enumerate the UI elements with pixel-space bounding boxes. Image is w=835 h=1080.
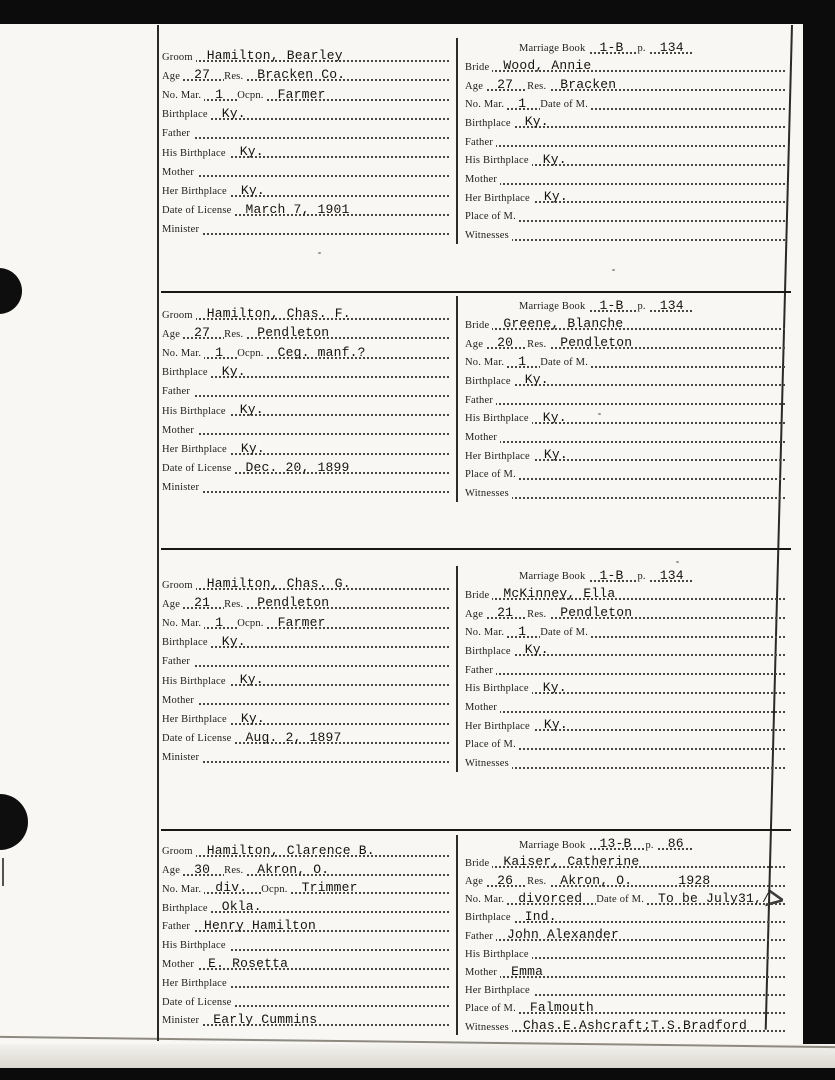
field-label: Res. — [224, 72, 246, 85]
field-row — [162, 46, 452, 65]
field-row — [465, 944, 788, 962]
field-row — [465, 716, 788, 735]
field-label: Res. — [527, 82, 549, 95]
field-label: Birthplace — [465, 913, 514, 926]
punch-hole — [0, 268, 22, 314]
field-row — [465, 333, 788, 352]
field-row — [465, 566, 788, 585]
field-row — [162, 670, 452, 689]
field-row — [162, 161, 452, 180]
card-left-border — [157, 25, 159, 1041]
field-value: Ky. — [524, 642, 549, 658]
field-label: p. — [637, 572, 648, 585]
field-row — [465, 188, 788, 207]
field-row — [162, 841, 452, 860]
field-row — [465, 835, 788, 853]
field-value: Ky. — [524, 114, 549, 130]
field-row — [465, 585, 788, 604]
field-value: Kaiser, Catherine — [503, 854, 640, 870]
field-label: Father — [162, 657, 193, 670]
field-label: Ocpn. — [237, 619, 266, 632]
field-row — [465, 871, 788, 889]
field-label: His Birthplace — [465, 950, 532, 963]
field-label: Mother — [465, 703, 500, 716]
field-row — [162, 477, 452, 496]
field-value: Ky. — [542, 679, 567, 695]
field-label: Mother — [465, 175, 500, 188]
groom-column — [162, 574, 452, 766]
field-value: Trimmer — [301, 880, 358, 896]
field-label: Bride — [465, 591, 492, 604]
field-row — [162, 935, 452, 954]
field-label: No. Mar. — [162, 349, 204, 362]
field-label: Groom — [162, 311, 196, 324]
field-value: Ky. — [543, 189, 568, 205]
field-label: Her Birthplace — [162, 187, 230, 200]
field-row — [465, 926, 788, 944]
field-value: 21 — [194, 595, 211, 611]
field-row — [162, 593, 452, 612]
field-value: 27 — [497, 77, 514, 93]
field-row — [465, 641, 788, 660]
field-row — [162, 747, 452, 766]
field-row — [465, 622, 788, 641]
field-label: Date of License — [162, 734, 234, 747]
field-row — [465, 296, 788, 315]
field-value: Henry Hamilton — [204, 917, 317, 933]
field-label: Birthplace — [162, 368, 211, 381]
field-row — [162, 142, 452, 161]
field-row — [162, 916, 452, 935]
field-row — [465, 603, 788, 622]
field-value: 1 — [215, 86, 224, 102]
field-label: Her Birthplace — [162, 445, 230, 458]
field-label: Age — [162, 600, 183, 613]
field-label: Groom — [162, 847, 196, 860]
field-value: Hamilton, Bearley — [206, 48, 343, 64]
field-value: Ky. — [221, 363, 246, 379]
groom-column — [162, 46, 452, 238]
field-row — [162, 104, 452, 123]
field-row — [162, 879, 452, 898]
field-label: Father — [162, 922, 193, 935]
field-value: Ky. — [239, 672, 264, 688]
bride-column — [456, 38, 788, 244]
field-row — [162, 860, 452, 879]
field-label: Her Birthplace — [162, 715, 230, 728]
field-label: Age — [465, 82, 486, 95]
scanner-edge-bottom — [0, 1068, 835, 1080]
field-value: Okla. — [221, 899, 262, 915]
field-label: Her Birthplace — [465, 986, 533, 999]
field-row — [162, 973, 452, 992]
record-divider — [161, 291, 791, 293]
field-label: Father — [162, 387, 193, 400]
field-value: 21 — [497, 605, 514, 621]
field-label: Groom — [162, 53, 196, 66]
field-label: His Birthplace — [465, 156, 532, 169]
field-value: 134 — [659, 567, 684, 583]
field-value: Akron, O. — [560, 872, 633, 888]
field-label: Age — [162, 72, 183, 85]
scan-speck — [676, 561, 679, 563]
field-label: Place of M. — [465, 470, 519, 483]
field-row — [162, 381, 452, 400]
field-value: Hamilton, Chas. G. — [206, 576, 351, 592]
field-row — [162, 419, 452, 438]
field-row — [162, 728, 452, 747]
field-value: Ky. — [240, 710, 265, 726]
field-label: Bride — [465, 63, 492, 76]
field-row — [162, 689, 452, 708]
field-row — [162, 84, 452, 103]
field-value: Emma — [511, 963, 544, 979]
field-row — [162, 200, 452, 219]
field-value: Chas.E.Ashcraft;T.S.Bradford — [522, 1018, 748, 1034]
field-row — [465, 94, 788, 113]
groom-column — [162, 841, 452, 1029]
field-row — [465, 678, 788, 697]
field-value: Ky. — [239, 402, 264, 418]
field-label: Date of License — [162, 464, 234, 477]
field-label: Father — [465, 666, 496, 679]
bride-column — [456, 835, 788, 1035]
field-row — [162, 954, 452, 973]
field-row — [465, 659, 788, 678]
field-row — [162, 612, 452, 631]
field-row — [162, 362, 452, 381]
field-label: Minister — [162, 225, 202, 238]
field-value: 1 — [215, 344, 224, 360]
field-row — [465, 75, 788, 94]
field-value: 1928 — [678, 872, 711, 888]
punch-hole — [0, 794, 28, 850]
field-row — [465, 483, 788, 502]
field-label: Witnesses — [465, 1023, 512, 1036]
field-row — [162, 304, 452, 323]
field-label: p. — [645, 841, 656, 854]
field-label: Res. — [224, 330, 246, 343]
field-label: His Birthplace — [162, 677, 229, 690]
field-row — [465, 371, 788, 390]
field-label: Place of M. — [465, 740, 519, 753]
field-value: 1 — [518, 623, 527, 639]
field-value: 1-B — [599, 39, 624, 55]
field-label: Date of M. — [596, 895, 647, 908]
field-value: Dec. 20, 1899 — [245, 459, 350, 475]
field-label: Age — [162, 866, 183, 879]
field-label: No. Mar. — [162, 91, 204, 104]
bride-column — [456, 566, 788, 772]
field-label: Date of M. — [540, 100, 591, 113]
field-value: 134 — [659, 39, 684, 55]
field-label: Res. — [527, 877, 549, 890]
field-value: Ceg. manf.? — [277, 344, 366, 360]
field-row — [162, 458, 452, 477]
record-divider — [161, 829, 791, 831]
field-value: Ky. — [543, 447, 568, 463]
field-row — [465, 206, 788, 225]
field-value: March 7, 1901 — [245, 201, 350, 217]
record-divider — [161, 548, 791, 550]
field-row — [465, 962, 788, 980]
field-row — [465, 113, 788, 132]
field-label: Ocpn. — [237, 91, 266, 104]
field-value: Early Cummins — [213, 1011, 318, 1027]
field-row — [162, 1010, 452, 1029]
field-row — [162, 180, 452, 199]
field-row — [465, 446, 788, 465]
field-value: Ky. — [542, 409, 567, 425]
field-value: Ky. — [221, 105, 246, 121]
field-label: Ocpn. — [261, 885, 290, 898]
field-label: Birthplace — [162, 110, 211, 123]
field-label: No. Mar. — [465, 100, 507, 113]
field-label: Her Birthplace — [465, 452, 533, 465]
field-row — [465, 890, 788, 908]
field-label: Res. — [527, 610, 549, 623]
field-value: Hamilton, Clarence B. — [206, 842, 375, 858]
field-label: Marriage Book — [519, 572, 588, 585]
field-label: Place of M. — [465, 1004, 519, 1017]
field-row — [162, 651, 452, 670]
field-label: Ocpn. — [237, 349, 266, 362]
field-row — [465, 150, 788, 169]
field-label: Bride — [465, 321, 492, 334]
field-label: Minister — [162, 1016, 202, 1029]
field-label: Marriage Book — [519, 302, 588, 315]
field-label: Her Birthplace — [465, 722, 533, 735]
field-value: div. — [215, 880, 248, 896]
field-row — [465, 38, 788, 57]
field-value: Falmouth — [529, 999, 594, 1015]
bride-column — [456, 296, 788, 502]
field-label: Bride — [465, 859, 492, 872]
field-label: Birthplace — [465, 119, 514, 132]
field-value: 20 — [497, 335, 514, 351]
field-label: Date of License — [162, 998, 234, 1011]
field-label: His Birthplace — [162, 407, 229, 420]
margin-tick-mark — [2, 858, 4, 886]
field-label: Age — [465, 610, 486, 623]
field-label: Witnesses — [465, 231, 512, 244]
field-label: Father — [465, 396, 496, 409]
field-value: To be July31,/ — [658, 890, 771, 906]
field-row — [465, 734, 788, 753]
field-value: 1 — [518, 95, 527, 111]
field-label: Mother — [162, 426, 197, 439]
field-row — [162, 438, 452, 457]
field-label: No. Mar. — [465, 628, 507, 641]
field-value: Pendleton — [257, 325, 330, 341]
field-value: 27 — [194, 67, 211, 83]
field-label: Mother — [162, 168, 197, 181]
field-label: Father — [465, 932, 496, 945]
field-row — [465, 1017, 788, 1035]
field-value: Ky. — [542, 151, 567, 167]
field-value: Bracken Co. — [257, 67, 346, 83]
field-label: Date of M. — [540, 628, 591, 641]
field-row — [162, 123, 452, 142]
field-row — [162, 400, 452, 419]
scan-speck — [612, 269, 615, 271]
field-label: Birthplace — [465, 647, 514, 660]
field-value: Bracken — [560, 77, 617, 93]
field-row — [465, 999, 788, 1017]
field-value: Pendleton — [560, 335, 633, 351]
field-value: Greene, Blanche — [503, 316, 624, 332]
handwritten-margin-mark: > — [760, 877, 790, 921]
field-label: Witnesses — [465, 489, 512, 502]
field-label: Res. — [224, 866, 246, 879]
field-label: Marriage Book — [519, 44, 588, 57]
field-value: Hamilton, Chas. F. — [206, 306, 351, 322]
field-value: John Alexander — [507, 927, 620, 943]
field-label: Birthplace — [465, 377, 514, 390]
field-label: Place of M. — [465, 212, 519, 225]
field-label: No. Mar. — [465, 895, 507, 908]
field-row — [465, 169, 788, 188]
field-label: Father — [465, 138, 496, 151]
field-value: McKinney, Ella — [503, 586, 616, 602]
field-label: Mother — [465, 968, 500, 981]
field-label: p. — [637, 302, 648, 315]
field-label: His Birthplace — [162, 941, 229, 954]
field-value: 26 — [497, 872, 514, 888]
field-row — [162, 632, 452, 651]
groom-column — [162, 304, 452, 496]
field-value: 30 — [194, 861, 211, 877]
field-value: E. Rosetta — [208, 955, 289, 971]
field-row — [162, 708, 452, 727]
field-label: Marriage Book — [519, 841, 588, 854]
field-value: Farmer — [277, 614, 326, 630]
field-value: 27 — [194, 325, 211, 341]
field-label: No. Mar. — [162, 619, 204, 632]
field-value: 134 — [659, 297, 684, 313]
field-label: Groom — [162, 581, 196, 594]
field-row — [465, 315, 788, 334]
field-label: Res. — [224, 600, 246, 613]
field-value: Ky. — [239, 144, 264, 160]
field-value: Pendleton — [560, 605, 633, 621]
field-value: Ky. — [240, 440, 265, 456]
field-row — [162, 219, 452, 238]
field-value: divorced — [518, 890, 583, 906]
field-row — [465, 352, 788, 371]
field-value: 1-B — [599, 297, 624, 313]
field-row — [465, 697, 788, 716]
field-label: His Birthplace — [162, 149, 229, 162]
field-row — [162, 897, 452, 916]
field-row — [162, 342, 452, 361]
field-value: 1 — [215, 614, 224, 630]
field-label: Age — [465, 340, 486, 353]
field-label: Mother — [162, 696, 197, 709]
field-row — [465, 225, 788, 244]
field-label: Minister — [162, 753, 202, 766]
field-value: Ky. — [524, 372, 549, 388]
field-label: Birthplace — [162, 638, 211, 651]
field-value: Ky. — [543, 717, 568, 733]
field-value: Akron, O. — [257, 861, 330, 877]
field-label: Minister — [162, 483, 202, 496]
field-row — [465, 408, 788, 427]
field-label: Date of M. — [540, 358, 591, 371]
scanner-edge-top — [0, 0, 835, 24]
field-label: Her Birthplace — [465, 194, 533, 207]
scan-speck — [318, 252, 321, 254]
field-value: Aug. 2, 1897 — [245, 729, 342, 745]
field-value: 1-B — [599, 567, 624, 583]
field-label: Age — [162, 330, 183, 343]
field-row — [465, 427, 788, 446]
field-row — [162, 574, 452, 593]
field-row — [465, 464, 788, 483]
field-row — [465, 753, 788, 772]
field-value: Ky. — [221, 633, 246, 649]
field-row — [465, 131, 788, 150]
page-bottom-shadow — [0, 1044, 835, 1068]
field-label: Witnesses — [465, 759, 512, 772]
field-label: Res. — [527, 340, 549, 353]
field-row — [465, 908, 788, 926]
field-row — [162, 323, 452, 342]
field-value: 13-B — [599, 836, 632, 852]
field-row — [162, 991, 452, 1010]
field-row — [162, 65, 452, 84]
field-label: Mother — [465, 433, 500, 446]
field-value: 1 — [518, 353, 527, 369]
field-label: Father — [162, 129, 193, 142]
field-row — [465, 981, 788, 999]
field-row — [465, 389, 788, 408]
scanner-edge-right — [803, 0, 835, 1080]
field-row — [465, 57, 788, 76]
field-label: Her Birthplace — [162, 979, 230, 992]
field-label: His Birthplace — [465, 414, 532, 427]
field-label: Date of License — [162, 206, 234, 219]
field-label: No. Mar. — [465, 358, 507, 371]
field-label: Birthplace — [162, 904, 211, 917]
field-value: Pendleton — [257, 595, 330, 611]
field-label: Mother — [162, 960, 197, 973]
field-value: 86 — [667, 836, 684, 852]
field-value: Farmer — [277, 86, 326, 102]
field-label: Age — [465, 877, 486, 890]
field-value: Wood, Annie — [503, 58, 592, 74]
field-value: Ind. — [524, 908, 557, 924]
field-row — [465, 853, 788, 871]
field-label: No. Mar. — [162, 885, 204, 898]
field-label: p. — [637, 44, 648, 57]
field-label: His Birthplace — [465, 684, 532, 697]
field-value: Ky. — [240, 182, 265, 198]
